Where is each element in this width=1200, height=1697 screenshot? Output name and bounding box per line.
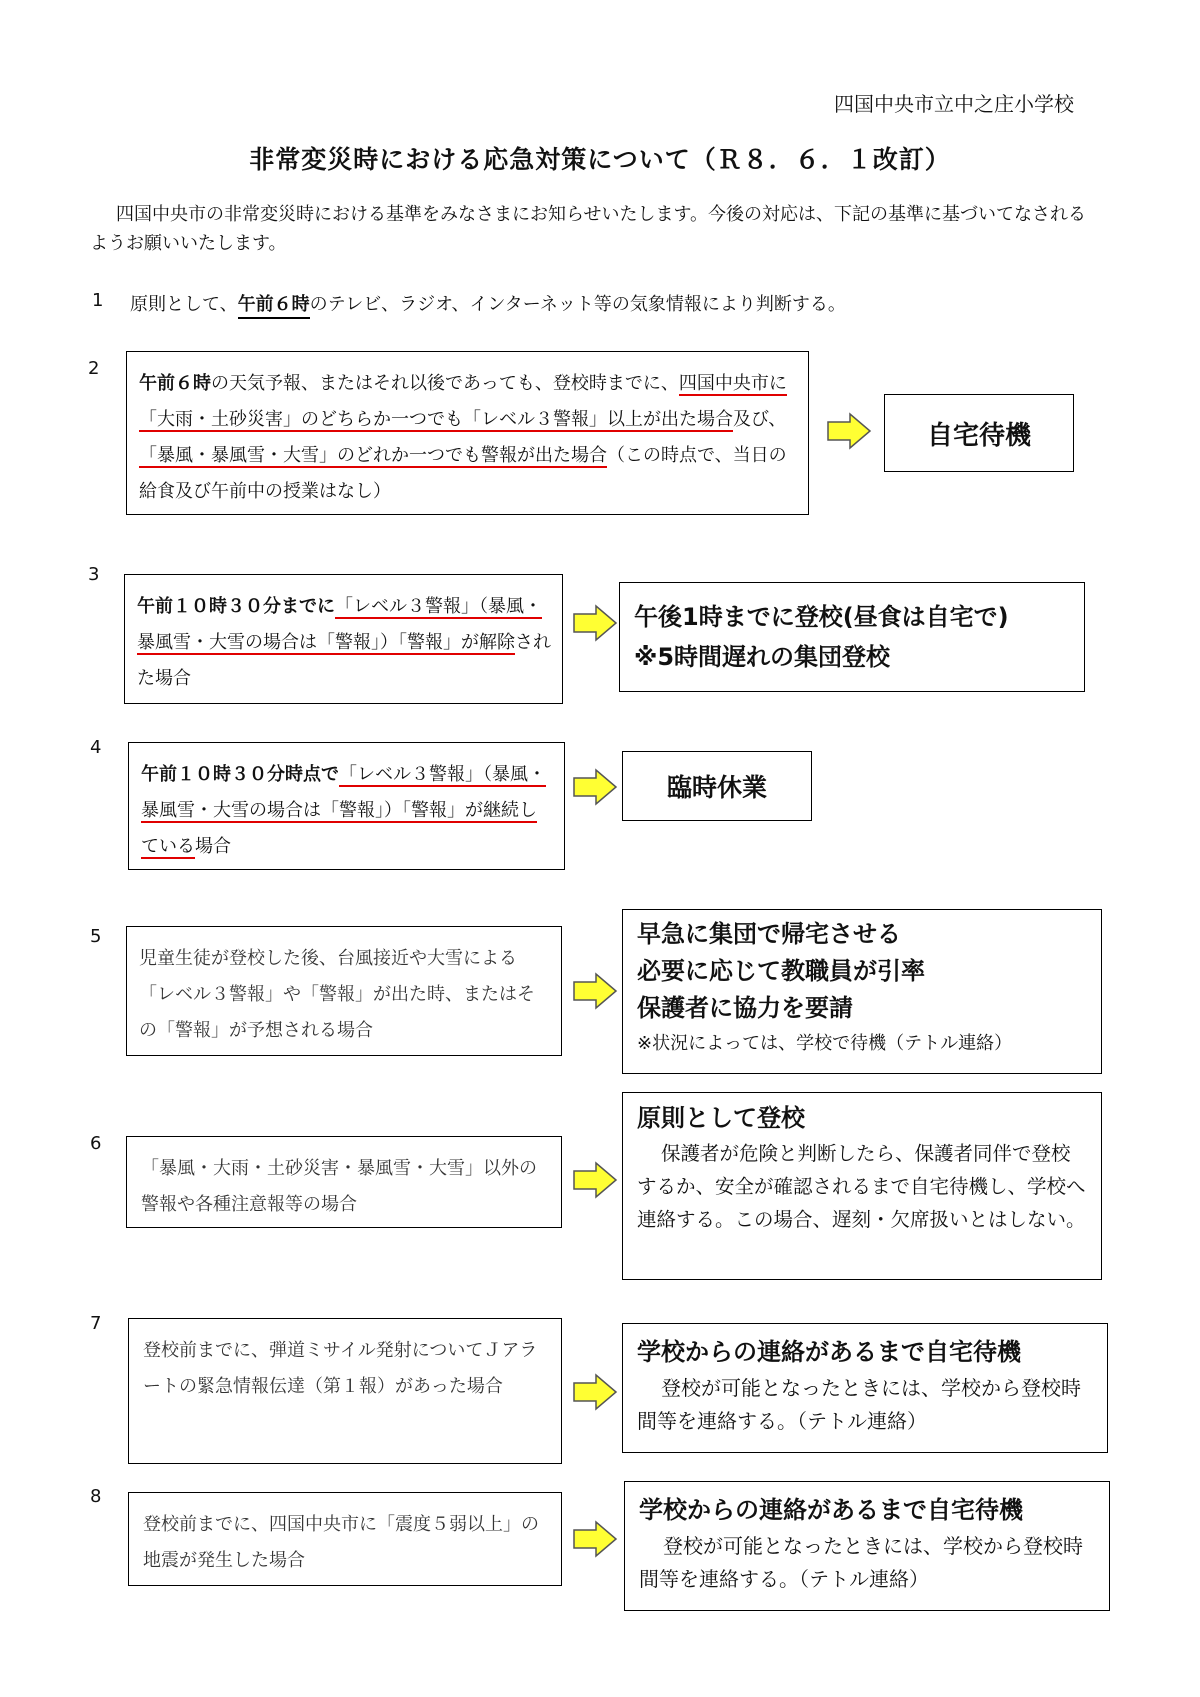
condition-text: （この時点で、当日の給食及び午前中の授業はなし）	[139, 445, 787, 502]
item-5-result	[622, 909, 1102, 1074]
item-2-condition	[126, 351, 809, 515]
item-3-condition	[124, 574, 563, 704]
item-number: 3	[88, 564, 100, 585]
result-heading: ※5時間遅れの集団登校	[634, 643, 891, 671]
page-title: 非常変災時における応急対策について（Ｒ８．６．１改訂）	[249, 145, 951, 174]
condition-underlined: 「レベル３警報」（暴風・暴風雪・大雪の場合は「警報」）「警報」が継続している	[141, 764, 546, 857]
result-detail: 登校が可能となったときには、学校から登校時間等を連絡する。（テトル連絡）	[639, 1534, 1083, 1591]
item-4-condition	[128, 742, 565, 870]
result-heading: 保護者に協力を要請	[637, 994, 853, 1022]
school-name: 四国中央市立中之庄小学校	[834, 92, 1074, 116]
arrow-right-icon	[572, 1161, 618, 1199]
result-detail: 保護者が危険と判断したら、保護者同伴で登校するか、安全が確認されるまで自宅待機し、学校へ連絡する。この場合、遅刻・欠席扱いとはしない。	[637, 1142, 1086, 1231]
item-2-result: 自宅待機	[884, 394, 1074, 472]
item-1-post: のテレビ、ラジオ、インターネット等の気象情報により判断する。	[309, 294, 846, 315]
arrow-right-icon	[572, 1373, 618, 1411]
arrow-right-icon	[572, 972, 618, 1010]
item-8-result	[624, 1481, 1110, 1611]
item-number: 1	[92, 290, 104, 311]
condition-emphasis: 午前６時	[139, 373, 211, 394]
condition-text: 及び、	[733, 409, 787, 430]
item-4-result: 臨時休業	[622, 751, 812, 821]
condition-text: 場合	[195, 836, 231, 857]
condition-emphasis: 午前１０時３０分までに	[137, 596, 335, 617]
condition-text: の天気予報、またはそれ以後であっても、登校時までに、	[211, 373, 679, 394]
condition-underlined: 「暴風・暴風雪・大雪」のどれか一つでも警報が出た場合	[139, 445, 607, 466]
item-number: 7	[90, 1313, 102, 1334]
condition-underlined: 「レベル３警報」（暴風・暴風雪・大雪の場合は「警報」）「警報」が解除	[137, 596, 542, 653]
item-6-condition: 「暴風・大雨・土砂災害・暴風雪・大雪」以外の警報や各種注意報等の場合	[126, 1136, 562, 1228]
arrow-right-icon	[826, 412, 872, 450]
result-heading: 原則として登校	[637, 1104, 805, 1132]
result-heading: 学校からの連絡があるまで自宅待機	[637, 1338, 1021, 1366]
result-heading: 必要に応じて教職員が引率	[637, 957, 925, 985]
condition-underlined: 四国中央市に「大雨・土砂災害」のどちらか一つでも「レベル３警報」以上が出た場合	[139, 373, 787, 430]
item-1-emphasis: 午前６時	[238, 294, 310, 319]
item-number: 5	[90, 926, 102, 947]
item-number: 6	[90, 1133, 102, 1154]
arrow-right-icon	[572, 604, 618, 642]
result-heading: 午後1時までに登校(昼食は自宅で)	[634, 603, 1009, 631]
arrow-right-icon	[572, 1520, 618, 1558]
item-7-condition: 登校前までに、弾道ミサイル発射についてＪアラートの緊急情報伝達（第１報）があった場合	[128, 1318, 562, 1464]
item-number: 4	[90, 737, 102, 758]
item-number: 2	[88, 358, 100, 379]
result-note: ※状況によっては、学校で待機（テトル連絡）	[637, 1033, 1013, 1054]
condition-emphasis: 午前１０時３０分時点で	[141, 764, 339, 785]
item-5-condition: 児童生徒が登校した後、台風接近や大雪による「レベル３警報」や「警報」が出た時、またはその「警報」が予想される場合	[126, 926, 562, 1056]
item-6-result	[622, 1092, 1102, 1280]
arrow-right-icon	[572, 768, 618, 806]
item-1-text	[130, 290, 846, 316]
item-1-pre: 原則として、	[130, 294, 238, 315]
item-number: 8	[90, 1486, 102, 1507]
item-8-condition: 登校前までに、四国中央市に「震度５弱以上」の地震が発生した場合	[128, 1492, 562, 1586]
item-7-result	[622, 1323, 1108, 1453]
condition-text: された場合	[137, 632, 551, 689]
item-3-result	[619, 582, 1085, 692]
result-heading: 学校からの連絡があるまで自宅待機	[639, 1496, 1023, 1524]
result-heading: 早急に集団で帰宅させる	[637, 920, 901, 948]
intro-paragraph: 四国中央市の非常変災時における基準をみなさまにお知らせいたします。今後の対応は、下記の基準に基づいてなされるようお願いいたします。	[90, 204, 1087, 254]
result-detail: 登校が可能となったときには、学校から登校時間等を連絡する。（テトル連絡）	[637, 1376, 1081, 1433]
